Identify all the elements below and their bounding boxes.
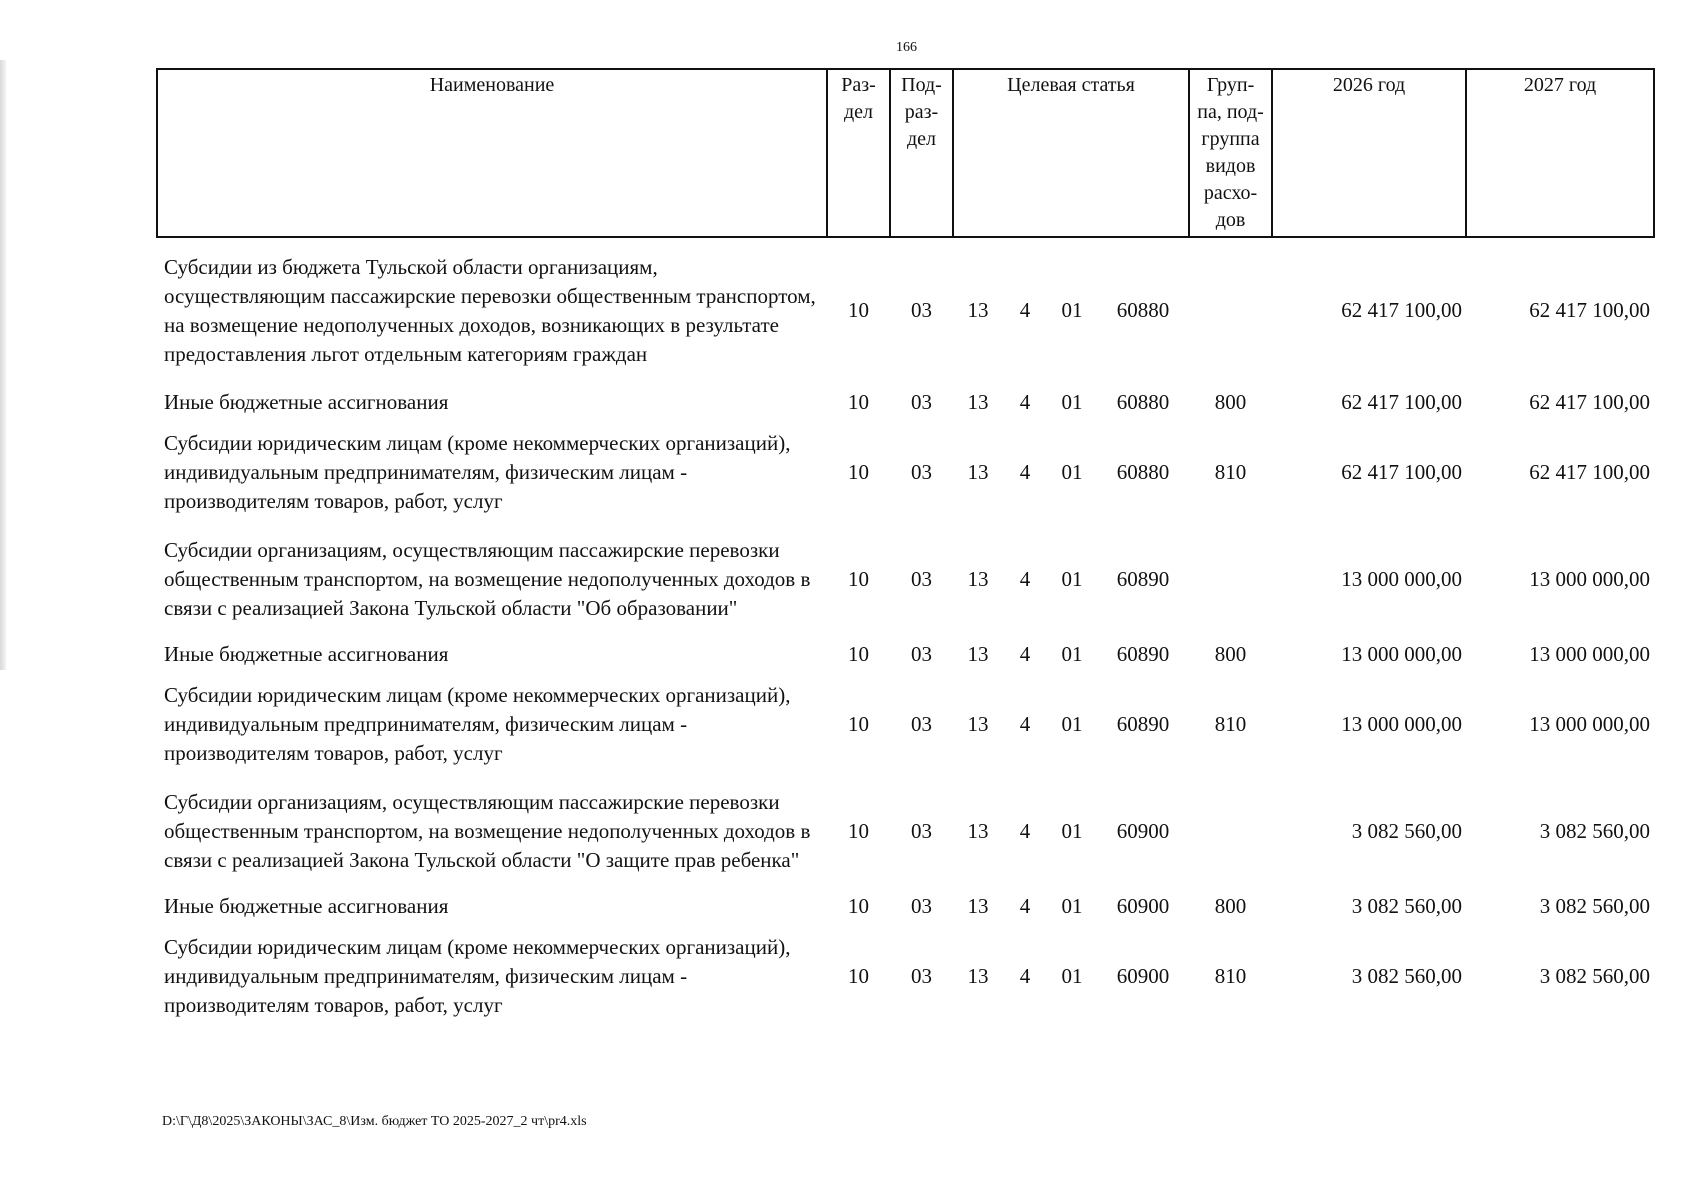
row-target-direction: 60900 <box>1116 893 1170 918</box>
row-name: Субсидии организациям, осуществляющим пассажирские перевозки общественным транспортом, на возмещение недополученных доходов в связи с реализацией Закона Тульской области "Об образовании" <box>164 537 811 620</box>
row-target-direction: 60890 <box>1116 566 1170 591</box>
row-name: Субсидии юридическим лицам (кроме некоммерческих организаций), индивидуальным предпринимателям, физическим лицам - производителям товаров, работ, услуг <box>164 430 791 513</box>
header-name: Наименование <box>157 69 827 237</box>
table-row <box>157 237 1654 383</box>
row-section: 10 <box>848 641 869 666</box>
row-amount-2026: 13 000 000,00 <box>1341 641 1463 666</box>
budget-table <box>156 68 1655 1027</box>
row-subsection: 03 <box>911 818 932 843</box>
row-target-program: 13 <box>967 566 989 591</box>
row-target-direction: 60890 <box>1116 641 1170 666</box>
row-target-structural: 01 <box>1061 893 1083 918</box>
row-amount-2026: 13 000 000,00 <box>1341 566 1463 591</box>
row-target-structural: 01 <box>1061 566 1083 591</box>
row-name: Иные бюджетные ассигнования <box>164 893 449 918</box>
row-expense-group: 800 <box>1214 893 1247 918</box>
row-name: Субсидии юридическим лицам (кроме некоммерческих организаций), индивидуальным предпринимателям, физическим лицам - производителям товаров, работ, услуг <box>164 682 791 765</box>
row-expense-group: 810 <box>1214 459 1247 484</box>
row-expense-group <box>1189 775 1272 887</box>
row-target-direction: 60880 <box>1116 389 1170 414</box>
table-row <box>157 383 1654 421</box>
table-row <box>157 925 1654 1027</box>
row-target-program: 13 <box>967 641 989 666</box>
row-subsection: 03 <box>911 711 932 736</box>
header-year-2026: 2026 год <box>1272 69 1466 237</box>
row-target-structural: 01 <box>1061 641 1083 666</box>
row-subsection: 03 <box>911 566 932 591</box>
row-target-type: 4 <box>1019 389 1031 414</box>
row-amount-2027: 13 000 000,00 <box>1529 566 1651 591</box>
table-header-row <box>157 69 1654 237</box>
row-amount-2026: 3 082 560,00 <box>1351 893 1463 918</box>
header-target-article: Целевая статья <box>953 69 1189 237</box>
header-subsection: Под- раз- дел <box>890 69 953 237</box>
row-section: 10 <box>848 298 869 322</box>
row-subsection: 03 <box>911 893 932 918</box>
row-target-type: 4 <box>1019 818 1031 843</box>
row-target-type: 4 <box>1019 641 1031 666</box>
row-target-type: 4 <box>1019 298 1031 322</box>
row-subsection: 03 <box>911 298 932 322</box>
row-expense-group: 800 <box>1214 389 1247 414</box>
scan-edge-shadow <box>0 60 6 670</box>
row-target-structural: 01 <box>1061 389 1083 414</box>
row-target-direction: 60900 <box>1116 818 1170 843</box>
row-target-structural: 01 <box>1061 459 1083 484</box>
row-target-type: 4 <box>1019 711 1031 736</box>
row-name: Субсидии юридическим лицам (кроме некоммерческих организаций), индивидуальным предпринимателям, физическим лицам - производителям товаров, работ, услуг <box>164 934 791 1017</box>
row-amount-2026: 3 082 560,00 <box>1351 963 1463 988</box>
row-target-type: 4 <box>1019 566 1031 591</box>
row-subsection: 03 <box>911 389 932 414</box>
row-section: 10 <box>848 566 869 591</box>
row-subsection: 03 <box>911 963 932 988</box>
row-subsection: 03 <box>911 641 932 666</box>
row-amount-2027: 62 417 100,00 <box>1529 459 1651 484</box>
row-amount-2026: 62 417 100,00 <box>1341 298 1463 322</box>
row-name: Иные бюджетные ассигнования <box>164 641 449 666</box>
header-expense-group: Груп- па, под- группа видов расхо- дов <box>1189 69 1272 237</box>
row-target-program: 13 <box>967 459 989 484</box>
table-row <box>157 887 1654 925</box>
row-amount-2027: 62 417 100,00 <box>1529 389 1651 414</box>
row-target-structural: 01 <box>1061 298 1083 322</box>
row-name: Субсидии из бюджета Тульской области организациям, осуществляющим пассажирские перевозки общественным транспортом, на возмещение недополученных доходов, возникающих в результате предоставления льгот отдельным категориям граждан <box>164 254 816 366</box>
row-section: 10 <box>848 459 869 484</box>
header-year-2027: 2027 год <box>1466 69 1654 237</box>
row-amount-2026: 3 082 560,00 <box>1351 818 1463 843</box>
row-amount-2027: 62 417 100,00 <box>1529 298 1651 322</box>
row-target-type: 4 <box>1019 963 1031 988</box>
row-target-program: 13 <box>967 389 989 414</box>
row-name: Субсидии организациям, осуществляющим пассажирские перевозки общественным транспортом, на возмещение недополученных доходов в связи с реализацией Закона Тульской области "О защите прав ребенка" <box>164 789 811 872</box>
footer-file-path: D:\Г\Д8\2025\ЗАКОНЫ\ЗАС_8\Изм. бюджет ТО 2025-2027_2 чт\pr4.xls <box>162 1114 587 1129</box>
row-target-type: 4 <box>1019 893 1031 918</box>
row-amount-2027: 13 000 000,00 <box>1529 711 1651 736</box>
row-amount-2027: 3 082 560,00 <box>1539 818 1651 843</box>
row-target-direction: 60880 <box>1116 459 1170 484</box>
row-amount-2027: 3 082 560,00 <box>1539 963 1651 988</box>
row-expense-group: 810 <box>1214 963 1247 988</box>
row-target-structural: 01 <box>1061 818 1083 843</box>
row-amount-2027: 3 082 560,00 <box>1539 893 1651 918</box>
table-row <box>157 775 1654 887</box>
row-expense-group <box>1189 237 1272 383</box>
row-target-type: 4 <box>1019 459 1031 484</box>
row-expense-group <box>1189 523 1272 635</box>
row-target-program: 13 <box>967 298 989 322</box>
header-section: Раз- дел <box>827 69 890 237</box>
table-row <box>157 523 1654 635</box>
row-target-direction: 60890 <box>1116 711 1170 736</box>
row-target-program: 13 <box>967 963 989 988</box>
row-section: 10 <box>848 389 869 414</box>
row-section: 10 <box>848 963 869 988</box>
page-number: 166 <box>896 40 917 55</box>
row-amount-2026: 13 000 000,00 <box>1341 711 1463 736</box>
row-target-program: 13 <box>967 818 989 843</box>
row-expense-group: 800 <box>1214 641 1247 666</box>
table-row <box>157 421 1654 523</box>
row-target-direction: 60880 <box>1116 298 1170 322</box>
row-section: 10 <box>848 818 869 843</box>
row-target-structural: 01 <box>1061 963 1083 988</box>
row-target-direction: 60900 <box>1116 963 1170 988</box>
table-row <box>157 635 1654 673</box>
row-target-program: 13 <box>967 893 989 918</box>
row-expense-group: 810 <box>1214 711 1247 736</box>
row-section: 10 <box>848 893 869 918</box>
row-amount-2026: 62 417 100,00 <box>1341 459 1463 484</box>
row-subsection: 03 <box>911 459 932 484</box>
row-amount-2027: 13 000 000,00 <box>1529 641 1651 666</box>
row-amount-2026: 62 417 100,00 <box>1341 389 1463 414</box>
row-target-program: 13 <box>967 711 989 736</box>
row-target-structural: 01 <box>1061 711 1083 736</box>
row-section: 10 <box>848 711 869 736</box>
row-name: Иные бюджетные ассигнования <box>164 389 449 414</box>
table-row <box>157 673 1654 775</box>
